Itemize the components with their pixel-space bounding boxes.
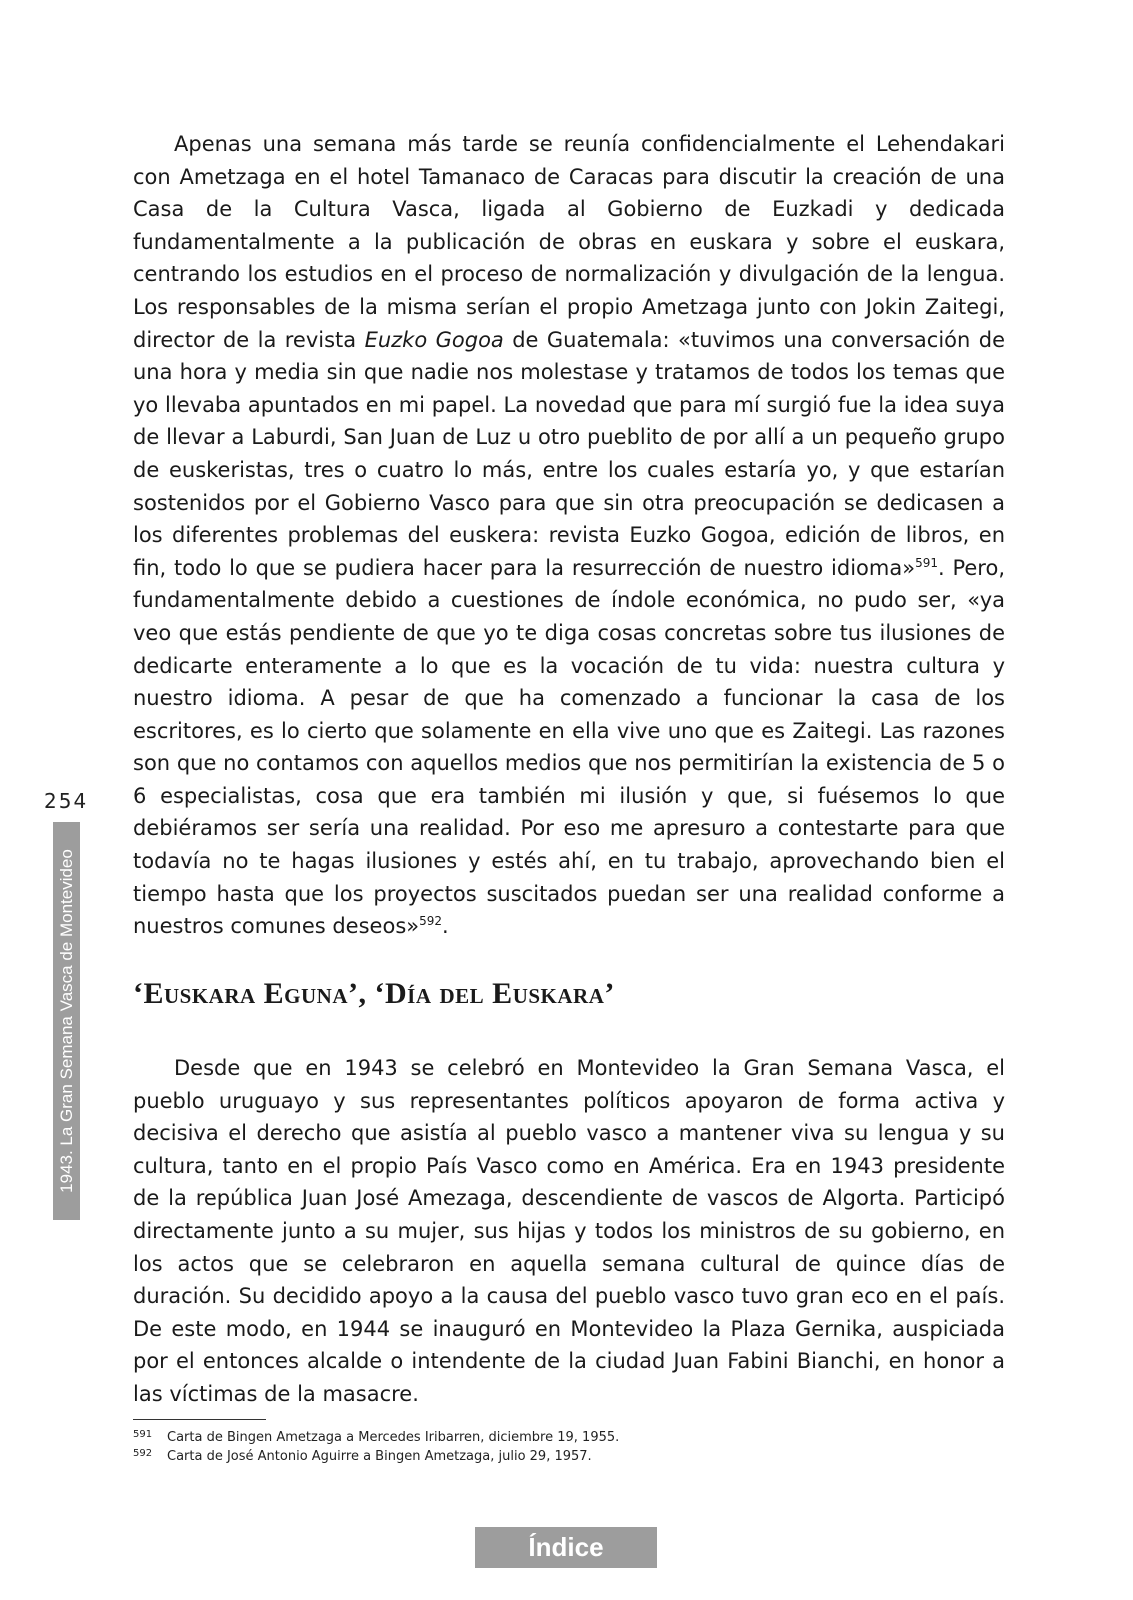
paragraph-text: de Guatemala: «tuvimos una conversación de una hora y media sin que nadie nos molestase y tratamos de todos los temas que yo llevaba apuntados en mi papel. La novedad que para mí surgió fue la idea suya de llevar a Laburdi, San Juan de Luz u otro pueblito de por allí a un pequeño grupo de euskeristas, tres o cuatro lo más, entre los cuales estaría yo, y que estarían sostenidos por el Gobierno Vasco para que sin otra preocupación se dedicasen a los diferentes problemas del euskera: revista Euzko Gogoa, edición de libros, en fin, todo lo que se pudiera hacer para la resurrección de nuestro idioma»: [133, 327, 1005, 580]
page-number: 254: [44, 789, 89, 813]
paragraph-text: .: [442, 914, 449, 939]
body-paragraph-1: [133, 128, 1005, 943]
footnote-number: 592: [133, 1448, 153, 1459]
paragraph-text: Desde que en 1943 se celebró en Montevideo la Gran Semana Vasca, el pueblo uruguayo y sus representantes políticos apoyaron de forma activa y decisiva el derecho que asistía al pueblo vasco a mantener viva su lengua y su cultura, tanto en el propio País Vasco como en América. Era en 1943 presidente de la república Juan José Amezaga, descendiente de vascos de Algorta. Participó directamente junto a su mujer, sus hijas y todos los ministros de su gobierno, en los actos que se celebraron en aquella semana cultural de quince días de duración. Su decidido apoyo a la causa del pueblo vasco tuvo gran eco en el país. De este modo, en 1944 se inauguró en Montevideo la Plaza Gernika, auspiciada por el entonces alcalde o intendente de la ciudad Juan Fabini Bianchi, en honor a las víctimas de la masacre.: [133, 1056, 1005, 1406]
body-paragraph-2: [133, 1052, 1005, 1411]
index-button[interactable]: Índice: [475, 1527, 657, 1568]
paragraph-text: . Pero, fundamentalmente debido a cuestiones de índole económica, no pudo ser, «ya veo que estás pendiente de que yo te diga cosas concretas sobre tus ilusiones de dedicarte enteramente a lo que es la vocación de tu vida: nuestra cultura y nuestro idioma. A pesar de que ha comenzado a funcionar la casa de los escritores, es lo cierto que solamente en ella vive uno que es Zaitegi. Las razones son que no contamos con aquellos medios que nos permitirían la existencia de 5 o 6 especialistas, cosa que era también mi ilusión y que, si fuésemos lo que debiéramos ser sería una realidad. Por eso me apresuro a contestarte para que todavía no te hagas ilusiones y estés ahí, en tu trabajo, aprovechando bien el tiempo hasta que los proyectos suscitados puedan ser una realidad conforme a nuestros comunes deseos»: [133, 555, 1005, 939]
footnote-divider: [133, 1419, 266, 1420]
footnote-item: [133, 1428, 1005, 1447]
paragraph-text: Apenas una semana más tarde se reunía confidencialmente el Lehendakari con Ametzaga en el hotel Tamanaco de Caracas para discutir la creación de una Casa de la Cultura Vasca, ligada al Gobierno de Euzkadi y dedicada fundamentalmente a la publicación de obras en euskara y sobre el euskara, centrando los estudios en el proceso de normalización y divulgación de la lengua. Los responsables de la misma serían el propio Ametzaga junto con Jokin Zaitegi, director de la revista: [133, 132, 1005, 352]
section-heading: ‘Euskara Eguna’, ‘Día del Euskara’: [133, 977, 615, 1010]
footnote-ref-592[interactable]: 592: [419, 914, 443, 929]
footnote-text: Carta de Bingen Ametzaga a Mercedes Iribarren, diciembre 19, 1955.: [167, 1430, 620, 1445]
footnote-number: 591: [133, 1429, 153, 1440]
journal-title: Euzko Gogoa: [364, 327, 504, 352]
footnote-ref-591[interactable]: 591: [915, 555, 938, 570]
footnote-item: [133, 1447, 1005, 1466]
running-head-label: 1943. La Gran Semana Vasca de Montevideo: [56, 849, 76, 1193]
running-head-tab: [53, 822, 80, 1220]
footnotes: [133, 1428, 1005, 1466]
footnote-text: Carta de José Antonio Aguirre a Bingen Ametzaga, julio 29, 1957.: [167, 1449, 592, 1464]
